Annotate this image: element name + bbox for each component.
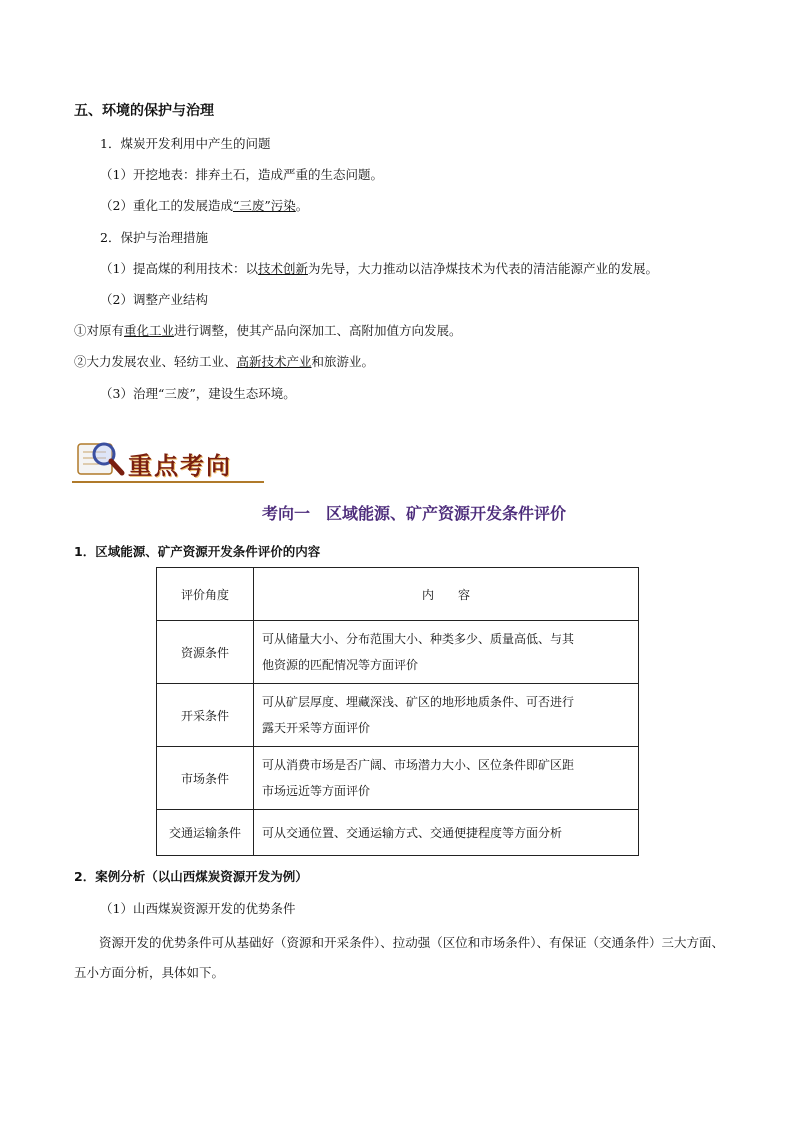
circle-item-1: ①对原有重化工业进行调整，使其产品向深加工、高附加值方向发展。 (74, 323, 462, 338)
table-row (157, 684, 639, 747)
table-header-row (157, 568, 639, 621)
table-row (157, 747, 639, 810)
item-1-1: （1）开挖地表：排弃土石，造成严重的生态问题。 (100, 167, 383, 182)
banner-underline (72, 481, 264, 483)
table-row (157, 621, 639, 684)
item-2: 2．保护与治理措施 (100, 230, 208, 245)
item-2-3: （3）治理“三废”，建设生态环境。 (100, 386, 296, 401)
banner-title: 重点考向 (128, 452, 232, 480)
item-2-1: （1）提高煤的利用技术：以技术创新为先导，大力推动以洁净煤技术为代表的清洁能源产业的发展。 (100, 261, 658, 276)
table-cell-content: 可从储量大小、分布范围大小、种类多少、质量高低、与其 他资源的匹配情况等方面评价 (254, 621, 639, 684)
body-paragraph: 资源开发的优势条件可从基础好（资源和开采条件）、拉动强（区位和市场条件）、有保证（交通条件）三大方面、五小方面分析，具体如下。 (74, 935, 725, 980)
item-1-2-text: （2）重化工的发展造成 (100, 198, 233, 213)
underlined-term: “三废”污染 (232, 198, 296, 213)
magnifier-notepad-icon (72, 436, 132, 484)
underlined-term: 重化工业 (124, 323, 175, 338)
part-2-title: 2．案例分析（以山西煤炭资源开发为例） (74, 869, 308, 884)
section-title: 五、环境的保护与治理 (74, 103, 214, 119)
item-1-2: （2）重化工的发展造成“三废”污染。 (100, 198, 309, 213)
topic-title: 考向一 区域能源、矿产资源开发条件评价 (261, 504, 566, 523)
table-cell-angle: 交通运输条件 (157, 810, 254, 856)
table-header-cell: 内 容 (254, 568, 639, 621)
part-2-sub-1: （1）山西煤炭资源开发的优势条件 (100, 901, 296, 916)
table-row (157, 810, 639, 856)
table-header-cell: 评价角度 (157, 568, 254, 621)
table-cell-content: 可从消费市场是否广阔、市场潜力大小、区位条件即矿区距 市场远近等方面评价 (254, 747, 639, 810)
circle-item-2: ②大力发展农业、轻纺工业、高新技术产业和旅游业。 (74, 354, 375, 369)
evaluation-table (156, 567, 639, 856)
underlined-term: 技术创新 (257, 261, 308, 276)
item-1: 1．煤炭开发利用中产生的问题 (100, 136, 271, 151)
table-cell-content: 可从交通位置、交通运输方式、交通便捷程度等方面分析 (254, 810, 639, 856)
underlined-term: 高新技术产业 (236, 354, 312, 369)
table-cell-angle: 市场条件 (157, 747, 254, 810)
item-2-2: （2）调整产业结构 (100, 292, 208, 307)
table-cell-angle: 开采条件 (157, 684, 254, 747)
table-cell-angle: 资源条件 (157, 621, 254, 684)
table-cell-content: 可从矿层厚度、埋藏深浅、矿区的地形地质条件、可否进行 露天开采等方面评价 (254, 684, 639, 747)
part-1-title: 1．区域能源、矿产资源开发条件评价的内容 (74, 544, 321, 559)
